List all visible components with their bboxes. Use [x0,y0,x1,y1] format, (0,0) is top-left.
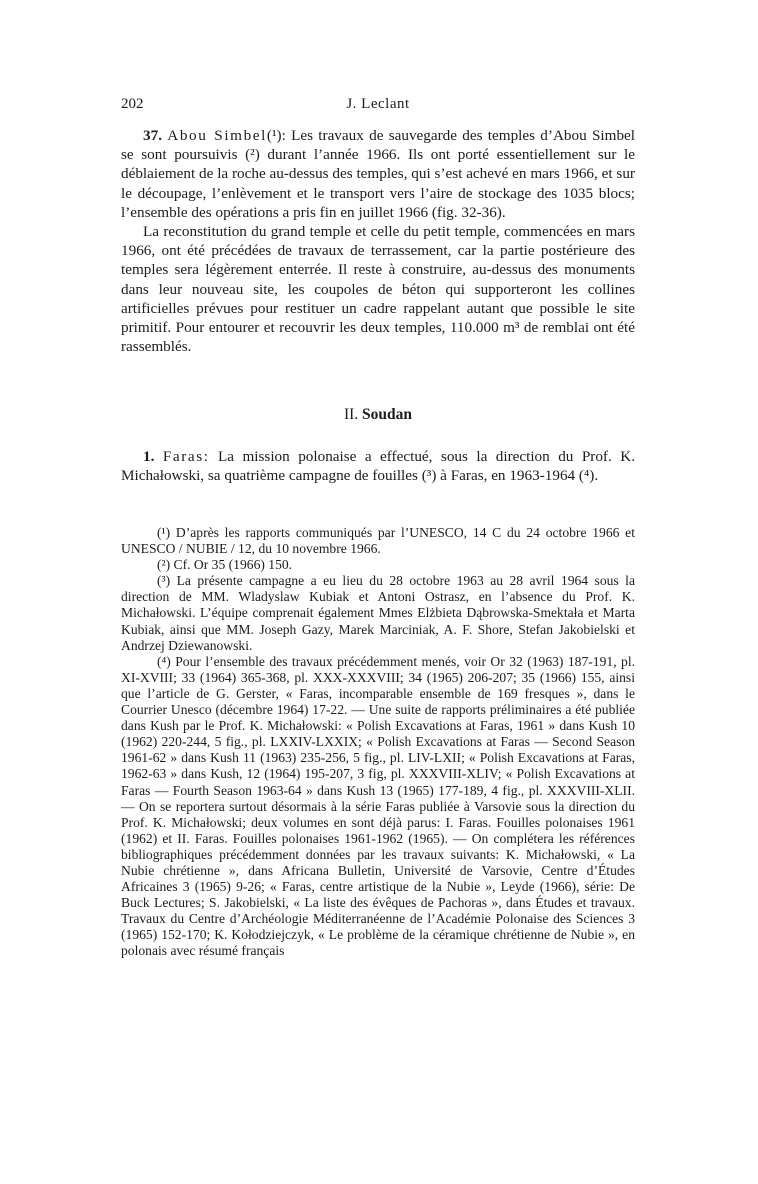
section-37-paragraph-1 [121,126,635,222]
running-head: J. Leclant [346,96,410,112]
page-number: 202 [121,96,144,112]
section-number: 1. [143,448,155,465]
section-roman-numeral: II. [343,406,359,423]
section-heading: Abou Simbel [167,127,267,144]
section-37-paragraph-2: La reconstitution du grand temple et celle du petit temple, commencées en mars 1966, ont été précédées de travaux de terrassement, car la partie postérieure des temples sera légèrement enterrée. Il reste à construire, au-dessus des monuments dans leur nouveau site, les coupoles de béton qui supporteront les collines artificielles prévues pour restituer un cadre rappelant autant que possible le site primitif. Pour entourer et recouvrir les deux temples, 110.000 m³ de remblai ont été rassemblés. [121,223,635,356]
paragraph-text: Les travaux de sauvegarde des temples d’Abou Simbel se sont poursuivis (²) durant l’année 1966. Ils ont porté essentiellement sur le déblaiement de la roche au-dessus des temples, qui s’est achevé en mars 1966, et sur le découpage, l’enlèvement et le transport vers l’aire de stockage des 1035 blocs; l’ensemble des opérations a pris fin en juillet 1966 (fig. 32-36). [121,127,636,221]
footnotes [121,525,635,960]
footnote-1: (¹) D’après les rapports communiqués par l’UNESCO, 14 C du 24 octobre 1966 et UNESCO / NUBIE / 12, du 10 novembre 1966. [121,525,635,557]
footnote-2: (²) Cf. Or 35 (1966) 150. [157,557,293,573]
paragraph-text: La mission polonaise a effectué, sous la direction du Prof. K. Michałowski, sa quatrième campagne de fouilles (³) à Faras, en 1963-1964 (⁴). [121,448,636,485]
faras-paragraph [121,447,635,485]
section-37-body [121,126,635,356]
section-title-text: Soudan [362,406,413,423]
section-title [121,406,635,424]
page-header [121,96,635,116]
footnote-3: (³) La présente campagne a eu lieu du 28 octobre 1963 au 28 avril 1964 sous la direction de MM. Wladyslaw Kubiak et Antoni Ostrasz, en l’absence du Prof. K. Michałowski. L’équipe comprenait également Mmes Elżbieta Dąbrowska-Smektała et Marta Kubiak, ainsi que MM. Joseph Gazy, Marek Marciniak, A. F. Shore, Stefan Jakobielski et Andrzej Dziewanowski. [121,573,635,653]
faras-body [121,447,635,485]
section-number: 37. [143,127,162,144]
footnote-4: (⁴) Pour l’ensemble des travaux précédemment menés, voir Or 32 (1963) 187-191, pl. XI-XVIII; 33 (1964) 365-368, pl. XXX-XXXVIII; 34 (1965) 206-207; 35 (1966) 155, ainsi que l’article de G. Gerster, « Faras, incomparable ensemble de 169 fresques », dans le Courrier Unesco (décembre 1964) 17-22. — Une suite de rapports préliminaires a été publiée dans Kush par le Prof. K. Michałowski: « Polish Excavations at Faras, 1961 » dans Kush 10 (1962) 220-244, 5 fig., pl. LXXIV-LXXIX; « Polish Excavations at Faras — Second Season 1961-62 » dans Kush 11 (1963) 235-256, 5 fig., pl. LIV-LXII; « Polish Excavations at Faras, 1962-63 » dans Kush, 12 (1964) 195-207, 3 fig, pl. XXXVIII-XLIV; « Polish Excavations at Faras — Fourth Season 1963-64 » dans Kush 13 (1965) 177-189, 4 fig., pl. XXXVIII-XLII. — On se reportera surtout désormais à la série Faras publiée à Varsovie sous la direction du Prof. K. Michałowski; deux volumes en sont déjà parus: I. Faras. Fouilles polonaises 1961 (1962) et II. Faras. Fouilles polonaises 1961-1962 (1965). — On complétera les références bibliographiques précédemment données par les travaux suivants: K. Michałowski, « La Nubie chrétienne », dans Africana Bulletin, Université de Varsovie, Centre d’Études Africaines 3 (1965) 9-26; « Faras, centre artistique de la Nubie », Leyde (1966), série: De Buck Lectures; S. Jakobielski, « La liste des évêques de Pachoras », dans Études et travaux. Travaux du Centre d’Archéologie Méditerranéenne de l’Académie Polonaise des Sciences 3 (1965) 152-170; K. Kołodziejczyk, « Le problème de la céramique chrétienne de Nubie », en polonais avec résumé français [121,653,635,959]
footnote-ref: (¹): [266,127,286,144]
section-heading: Faras: [162,448,210,465]
